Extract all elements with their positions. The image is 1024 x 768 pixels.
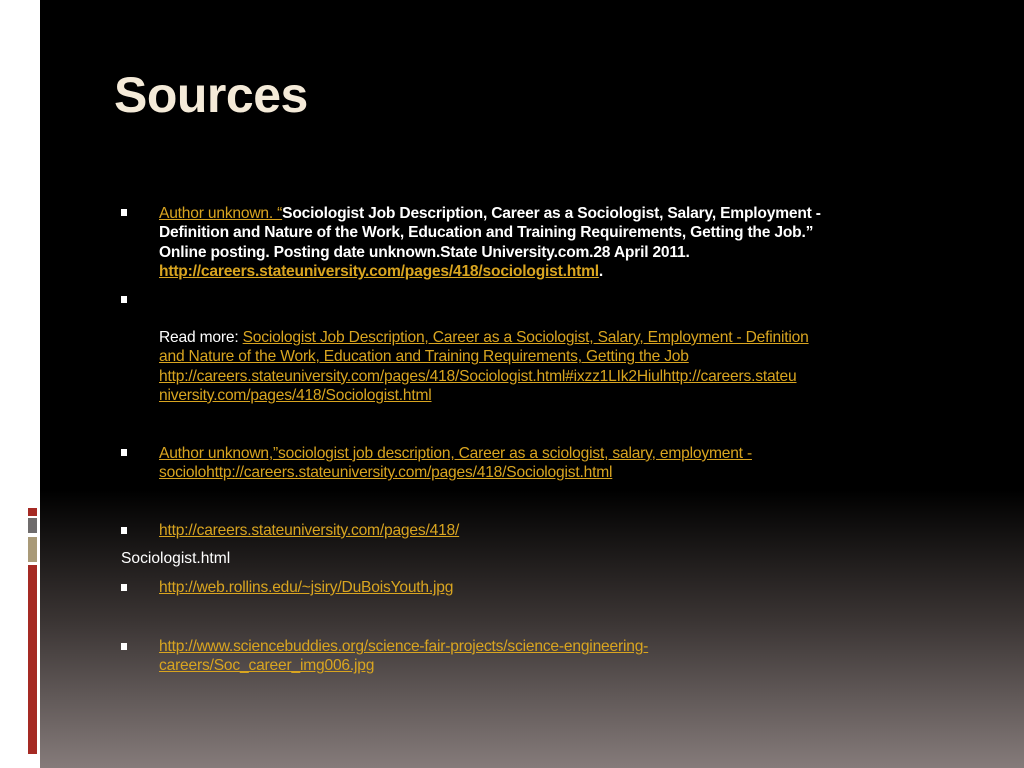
source-link[interactable]: careers/Soc_career_img006.jpg [159, 657, 375, 675]
source-item-6 [159, 637, 648, 676]
accent-bar-tan [28, 537, 37, 562]
citation-text: Definition and Nature of the Work, Education and Training Requirements, Getting the Job.” [159, 224, 814, 242]
accent-bar-red-long [28, 565, 37, 754]
source-item-5 [159, 578, 453, 597]
read-more-link[interactable]: http://careers.stateuniversity.com/pages/418/Sociologist.html#ixzz1LIk2Hiulhttp://careers.stateu [159, 367, 797, 385]
citation-text: Online posting. Posting date unknown.State University.com.28 April 2011. [159, 243, 690, 261]
source-item-1 [159, 204, 821, 281]
source-link[interactable]: Author unknown,”sociologist job description, Career as a sciologist, salary, employment - [159, 445, 752, 462]
source-item-2 [159, 328, 809, 405]
slide-title: Sources [114, 67, 308, 123]
source-link[interactable]: http://web.rollins.edu/~jsiry/DuBoisYouth.jpg [159, 579, 454, 596]
author-link[interactable]: Author unknown. “ [159, 205, 283, 222]
accent-bar-grey [28, 518, 37, 533]
source-link[interactable]: http://careers.stateuniversity.com/pages/418/ [159, 522, 460, 539]
period: . [598, 262, 604, 280]
bullet-icon [121, 584, 127, 591]
bullet-icon [121, 296, 127, 303]
read-more-link[interactable]: and Nature of the Work, Education and Training Requirements, Getting the Job [159, 348, 689, 366]
bullet-icon [121, 449, 127, 456]
source-link[interactable]: sociolohttp://careers.stateuniversity.com/pages/418/Sociologist.html [159, 464, 613, 482]
read-more-link[interactable]: Sociologist Job Description, Career as a Sociologist, Salary, Employment - Definition [242, 329, 809, 346]
source-url-link[interactable]: http://careers.stateuniversity.com/pages/418/sociologist.html [159, 262, 599, 280]
source-trailing-text: Sociologist.html [121, 550, 231, 567]
bullet-icon [121, 209, 127, 216]
source-link[interactable]: http://www.sciencebuddies.org/science-fair-projects/science-engineering- [159, 638, 649, 655]
read-more-label: Read more: [159, 329, 243, 346]
citation-text: Sociologist Job Description, Career as a Sociologist, Salary, Employment - [282, 205, 821, 222]
source-item-3 [159, 444, 752, 483]
read-more-link[interactable]: niversity.com/pages/418/Sociologist.html [159, 386, 432, 404]
source-item-4 [159, 521, 459, 540]
bullet-icon [121, 527, 127, 534]
accent-bar-red-small [28, 508, 37, 516]
bullet-icon [121, 643, 127, 650]
